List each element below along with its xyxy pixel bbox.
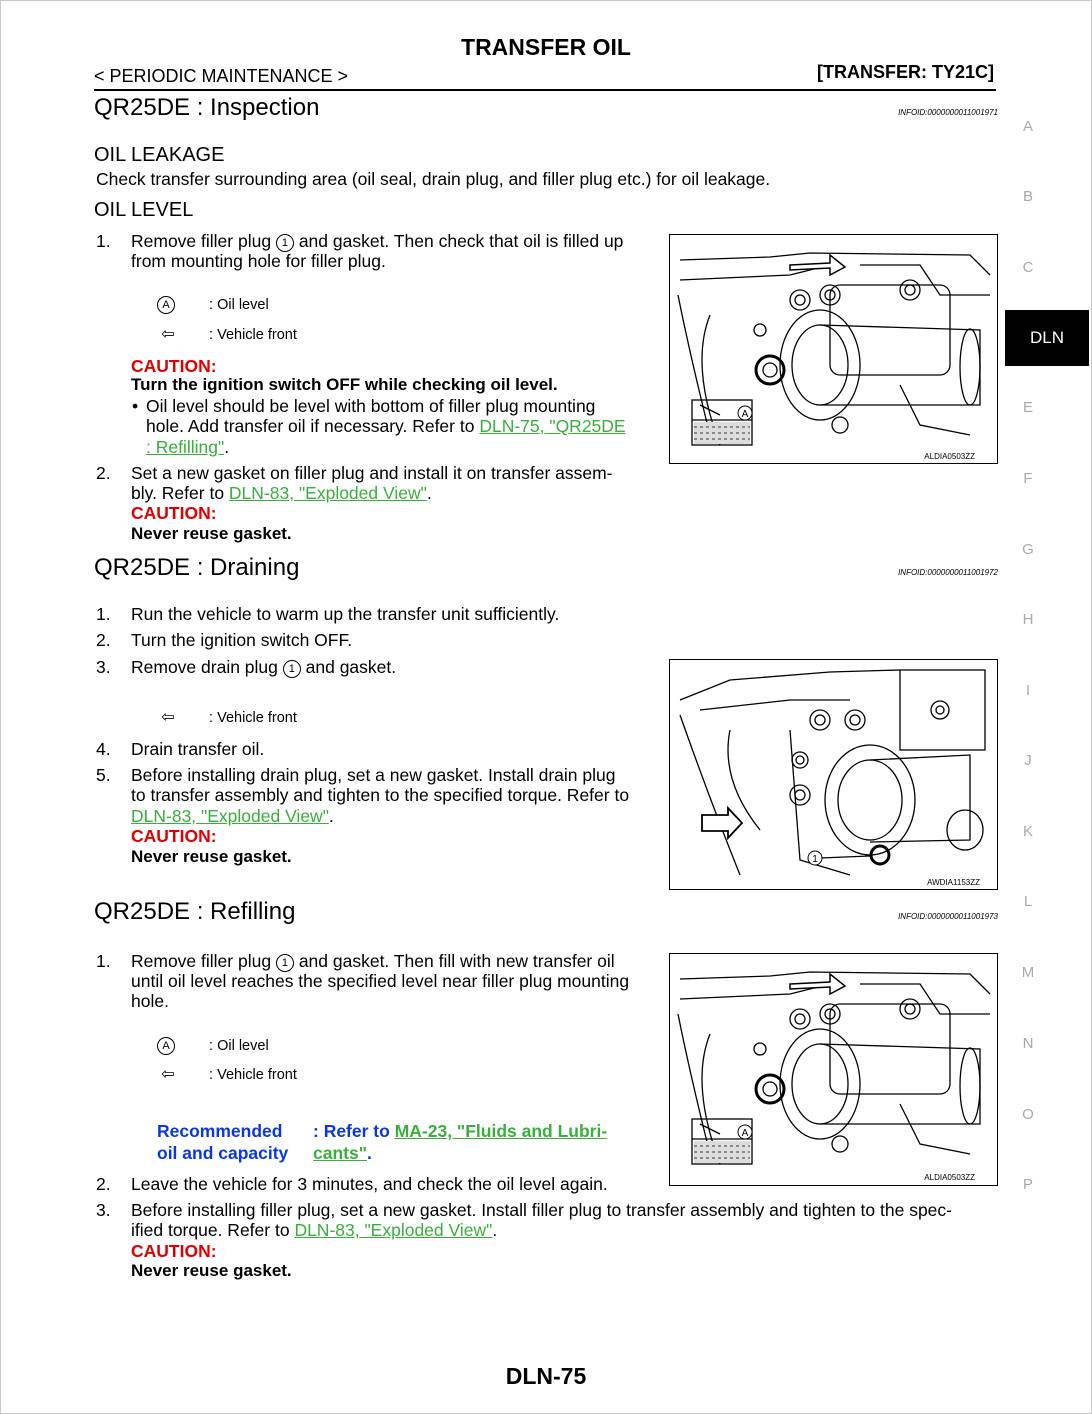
refilling-infoid: INFOID:0000000011001973 bbox=[898, 912, 998, 921]
fluids-link[interactable]: MA-23, "Fluids and Lubri- bbox=[394, 1121, 608, 1141]
vehicle-front-arrow-icon: ⇦ bbox=[161, 709, 175, 726]
caution-label: CAUTION: bbox=[131, 356, 217, 376]
inspection-infoid: INFOID:0000000011001971 bbox=[898, 108, 998, 117]
period: . bbox=[224, 437, 230, 457]
legend-text: : Vehicle front bbox=[209, 327, 297, 343]
refilling-step1-line2: until oil level reaches the specified level near filler plug mounting bbox=[131, 971, 630, 991]
vehicle-front-arrow-icon: ⇦ bbox=[161, 326, 175, 343]
inspection-step2-line2 bbox=[131, 483, 432, 503]
bullet-line1: Oil level should be level with bottom of filler plug mounting bbox=[146, 396, 596, 416]
step-text: Remove filler plug bbox=[131, 951, 272, 971]
draining-heading: QR25DE : Draining bbox=[94, 554, 300, 581]
step-number: 1. bbox=[96, 231, 111, 251]
side-index-h[interactable]: H bbox=[1022, 611, 1034, 628]
draining-step2: Turn the ignition switch OFF. bbox=[131, 630, 353, 650]
caution-label: CAUTION: bbox=[131, 1241, 217, 1261]
side-index-p[interactable]: P bbox=[1022, 1176, 1033, 1193]
draining-step5-line3 bbox=[131, 806, 334, 826]
side-index-g[interactable]: G bbox=[1022, 541, 1034, 558]
figure-label-a: A bbox=[741, 409, 749, 420]
recommended-value-line2 bbox=[313, 1143, 372, 1164]
legend-oil-level bbox=[157, 296, 269, 314]
step-number: 2. bbox=[96, 630, 111, 650]
exploded-view-link[interactable]: DLN-83, "Exploded View" bbox=[228, 483, 427, 503]
model-tag: [TRANSFER: TY21C] bbox=[816, 62, 994, 82]
step-text: Remove drain plug bbox=[131, 657, 278, 677]
inspection-step1-line1 bbox=[131, 231, 623, 252]
caution-label: CAUTION: bbox=[131, 826, 217, 846]
refilling-heading: QR25DE : Refilling bbox=[94, 898, 296, 925]
figure-callout-number: 1 bbox=[812, 854, 818, 865]
refill-figure bbox=[669, 953, 998, 1186]
side-index-o[interactable]: O bbox=[1022, 1106, 1034, 1123]
refilling-step3-line2 bbox=[131, 1220, 497, 1240]
step-number: 3. bbox=[96, 1200, 111, 1220]
legend-text: : Oil level bbox=[209, 1038, 269, 1054]
step-text: and gasket. bbox=[305, 657, 397, 677]
caution-text: Never reuse gasket. bbox=[131, 524, 292, 543]
oil-level-heading: OIL LEVEL bbox=[94, 199, 194, 221]
transfer-drawing bbox=[670, 235, 997, 463]
refilling-link-continued[interactable]: : Refilling" bbox=[146, 437, 225, 457]
side-index-a[interactable]: A bbox=[1022, 118, 1033, 135]
period: . bbox=[426, 483, 432, 503]
figure-id: ALDIA0503ZZ bbox=[924, 452, 975, 461]
plug-number-badge: 1 bbox=[283, 660, 301, 678]
fluids-link-continued[interactable]: cants" bbox=[313, 1143, 368, 1163]
step-number: 3. bbox=[96, 657, 111, 677]
side-index-j[interactable]: J bbox=[1024, 752, 1032, 769]
step-number: 5. bbox=[96, 765, 111, 785]
side-index-m[interactable]: M bbox=[1021, 964, 1035, 981]
refilling-step1-line3: hole. bbox=[131, 991, 169, 1011]
exploded-view-link[interactable]: DLN-83, "Exploded View" bbox=[294, 1220, 493, 1240]
legend-text: : Vehicle front bbox=[209, 710, 297, 726]
legend-text: : Oil level bbox=[209, 297, 269, 313]
oil-leakage-heading: OIL LEAKAGE bbox=[94, 144, 225, 166]
breadcrumb: < PERIODIC MAINTENANCE > bbox=[94, 66, 349, 86]
draining-step5-line2: to transfer assembly and tighten to the specified torque. Refer to bbox=[131, 785, 630, 805]
figure-id: ALDIA0503ZZ bbox=[924, 1173, 975, 1182]
inspection-step1-line2: from mounting hole for filler plug. bbox=[131, 251, 386, 271]
draining-infoid: INFOID:0000000011001972 bbox=[898, 568, 998, 577]
side-index-n[interactable]: N bbox=[1022, 1035, 1034, 1052]
exploded-view-link[interactable]: DLN-83, "Exploded View" bbox=[131, 806, 329, 826]
legend-vehicle-front bbox=[157, 324, 297, 344]
legend-vehicle-front bbox=[157, 707, 297, 727]
refilling-step3-line1: Before installing filler plug, set a new gasket. Install filler plug to transfer assembly and tighten to the spec- bbox=[131, 1200, 952, 1220]
figure-id: AWDIA1153ZZ bbox=[927, 878, 980, 887]
vehicle-front-arrow-icon: ⇦ bbox=[161, 1066, 175, 1083]
refilling-step2: Leave the vehicle for 3 minutes, and check the oil level again. bbox=[131, 1174, 608, 1194]
side-index-l[interactable]: L bbox=[1023, 893, 1033, 910]
plug-number-badge: 1 bbox=[276, 234, 294, 252]
recommended-label-line2: oil and capacity bbox=[157, 1143, 289, 1163]
step-number: 1. bbox=[96, 604, 111, 624]
side-index-e[interactable]: E bbox=[1022, 399, 1033, 416]
legend-text: : Vehicle front bbox=[209, 1067, 297, 1083]
caution-text: Never reuse gasket. bbox=[131, 1261, 292, 1280]
filler-plug-figure bbox=[669, 234, 998, 464]
period: . bbox=[328, 806, 334, 826]
refilling-link[interactable]: DLN-75, "QR25DE bbox=[479, 416, 626, 436]
legend-oil-level bbox=[157, 1037, 269, 1055]
legend-vehicle-front bbox=[157, 1064, 297, 1084]
draining-step5-line1: Before installing drain plug, set a new gasket. Install drain plug bbox=[131, 765, 616, 785]
oil-leakage-text: Check transfer surrounding area (oil seal, drain plug, and filler plug etc.) for oil leakage. bbox=[96, 169, 771, 189]
page-title: TRANSFER OIL bbox=[461, 34, 631, 60]
recommended-value-line1 bbox=[313, 1121, 607, 1142]
step-number: 1. bbox=[96, 951, 111, 971]
side-index-i[interactable]: I bbox=[1025, 682, 1031, 699]
step-text: Remove filler plug bbox=[131, 231, 272, 251]
step-number: 2. bbox=[96, 463, 111, 483]
step-text: and gasket. Then fill with new transfer oil bbox=[298, 951, 615, 971]
period: . bbox=[492, 1220, 498, 1240]
plug-number-badge: 1 bbox=[276, 954, 294, 972]
inspection-heading: QR25DE : Inspection bbox=[94, 94, 320, 121]
bullet-line3 bbox=[146, 437, 229, 457]
oil-level-symbol: A bbox=[157, 1037, 175, 1055]
recommended-label-line1: Recommended bbox=[157, 1121, 283, 1141]
caution-text: Turn the ignition switch OFF while checking oil level. bbox=[131, 375, 558, 394]
bullet-line2 bbox=[146, 416, 626, 436]
bullet-text: hole. Add transfer oil if necessary. Refer to bbox=[146, 416, 475, 436]
page-number: DLN-75 bbox=[505, 1363, 587, 1389]
period: . bbox=[367, 1143, 372, 1163]
figure-label-a: A bbox=[741, 1128, 749, 1139]
step-text: ified torque. Refer to bbox=[131, 1220, 290, 1240]
header-rule bbox=[94, 89, 996, 91]
step-number: 4. bbox=[96, 739, 111, 759]
draining-step1: Run the vehicle to warm up the transfer unit sufficiently. bbox=[131, 604, 560, 624]
caution-text: Never reuse gasket. bbox=[131, 847, 292, 866]
drain-plug-figure bbox=[669, 659, 998, 890]
draining-step4: Drain transfer oil. bbox=[131, 739, 265, 759]
side-index-b[interactable]: B bbox=[1022, 188, 1033, 205]
refer-to-text: : Refer to bbox=[313, 1121, 390, 1141]
oil-level-symbol: A bbox=[157, 296, 175, 314]
caution-label: CAUTION: bbox=[131, 503, 217, 523]
side-index-k[interactable]: K bbox=[1022, 823, 1033, 840]
side-index-c[interactable]: C bbox=[1022, 259, 1034, 276]
side-index-dln-active[interactable]: DLN bbox=[1005, 310, 1089, 366]
transfer-drawing bbox=[670, 660, 997, 889]
transfer-drawing bbox=[670, 954, 997, 1185]
bullet-icon: • bbox=[132, 396, 139, 416]
draining-step3 bbox=[131, 657, 396, 678]
step-text: bly. Refer to bbox=[131, 483, 225, 503]
inspection-step2-line1: Set a new gasket on filler plug and install it on transfer assem- bbox=[131, 463, 613, 483]
step-number: 2. bbox=[96, 1174, 111, 1194]
step-text: and gasket. Then check that oil is filled up bbox=[298, 231, 624, 251]
side-index-f[interactable]: F bbox=[1023, 470, 1033, 487]
refilling-step1-line1 bbox=[131, 951, 615, 972]
